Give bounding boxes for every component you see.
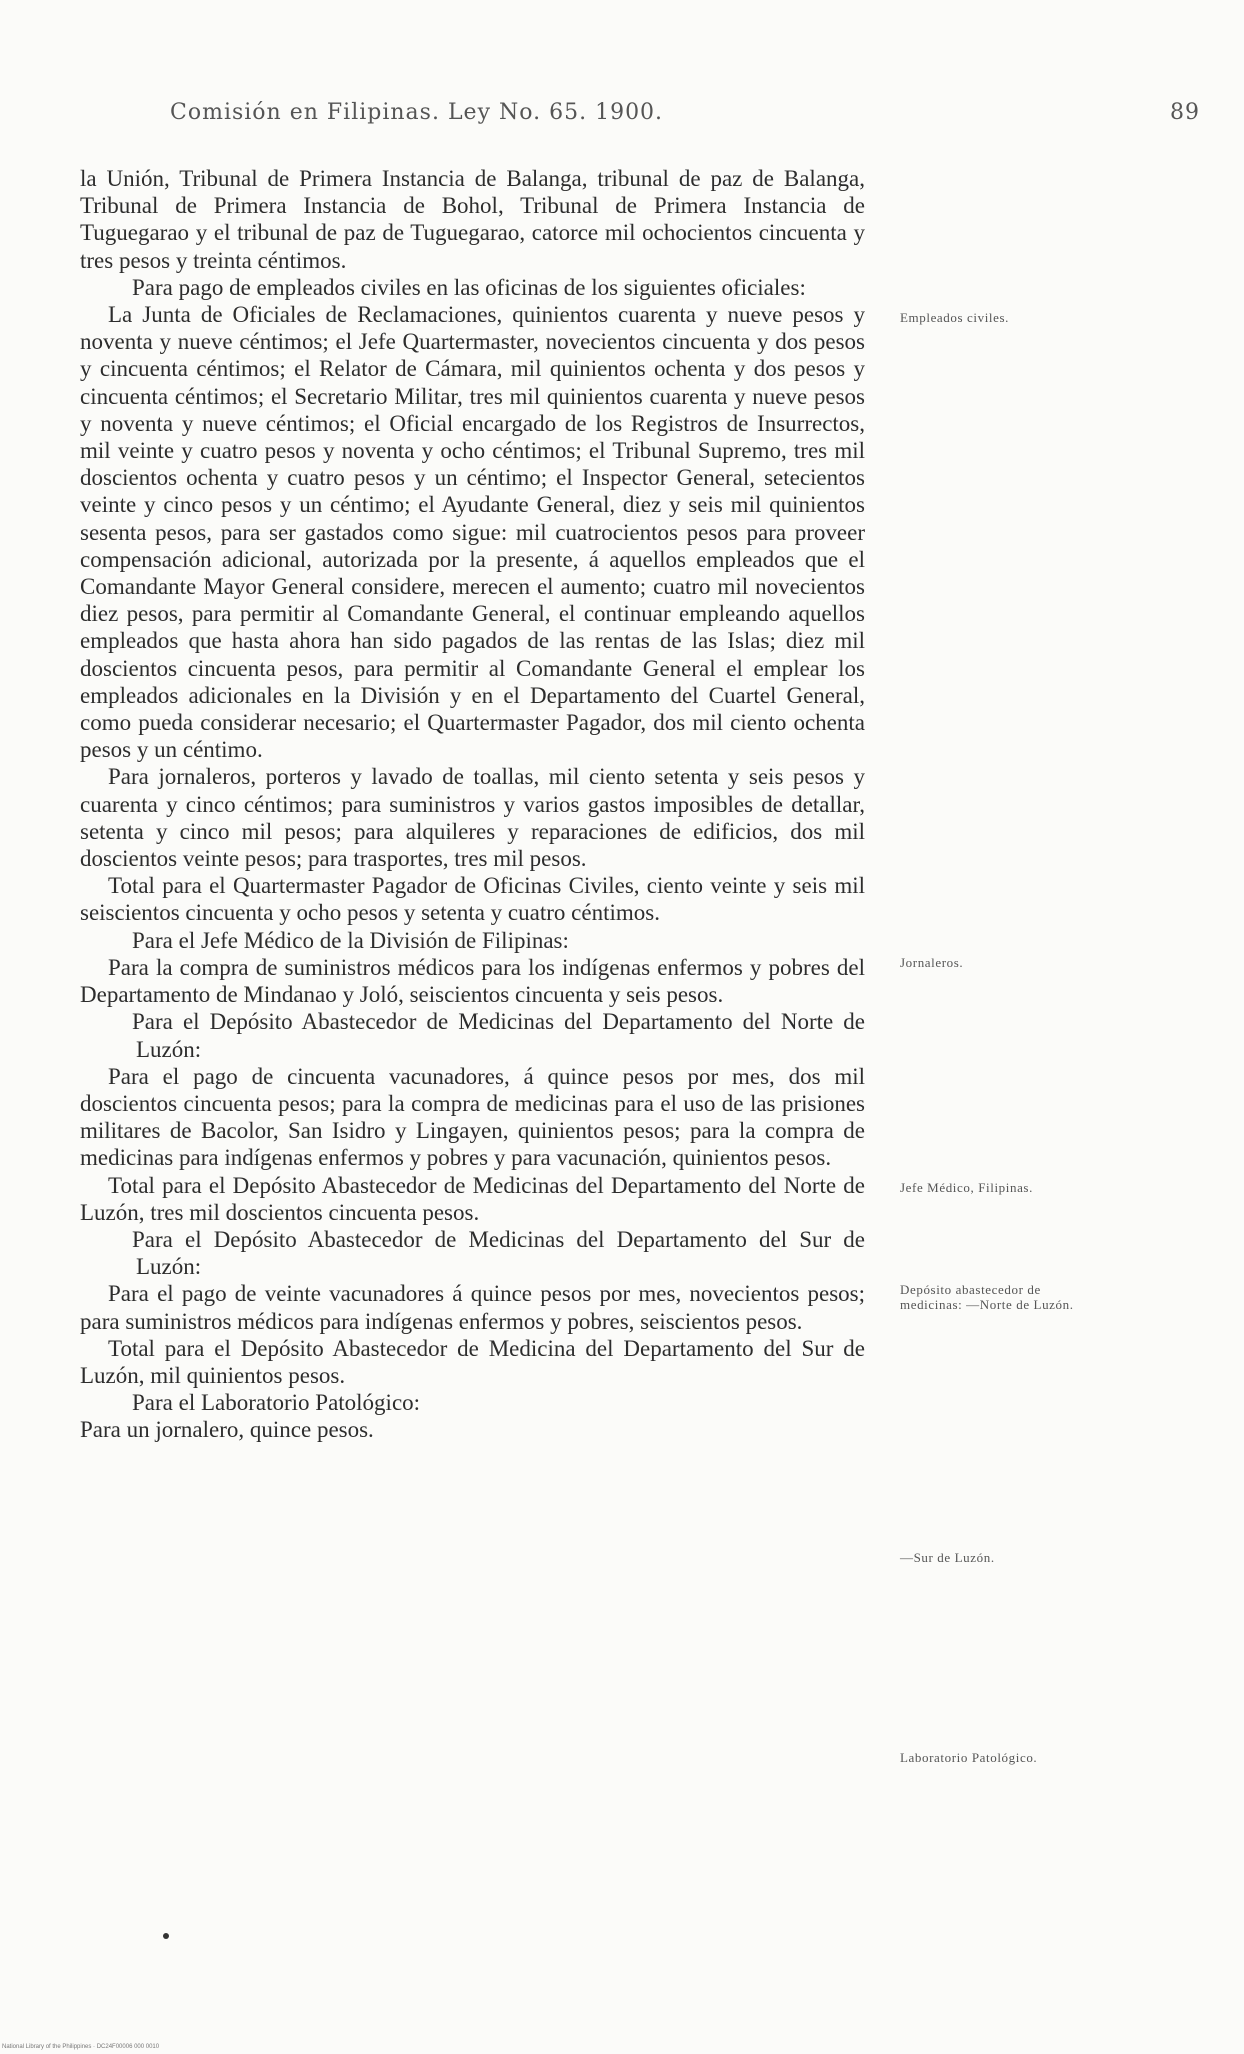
section-heading: Para el Laboratorio Patológico: — [132, 1390, 421, 1416]
margin-note-deposito-norte: Depósito abastecedor de medicinas: —Norte de Luzón. — [900, 1282, 1074, 1312]
paragraph: Para el pago de veinte vacunadores á quince pesos por mes, novecientos pesos; para suministros médicos para indígenas enfermos y pobres, seiscientos pesos. — [80, 1281, 865, 1334]
section-heading: Para el Depósito Abastecedor de Medicinas del Departamento del Norte de Luzón: — [132, 1009, 865, 1062]
paragraph: Para un jornalero, quince pesos. — [80, 1417, 374, 1443]
body-text — [80, 165, 865, 1444]
section-heading: Para el Jefe Médico de la División de Filipinas: — [132, 927, 569, 953]
header-title: Comisión en Filipinas. Ley No. 65. 1900. — [170, 100, 664, 125]
margin-note-laboratorio: Laboratorio Patológico. — [900, 1750, 1038, 1765]
paragraph: La Junta de Oficiales de Reclamaciones, quinientos cuarenta y nueve pesos y noventa y nueve céntimos; el Jefe Quartermaster, novecientos cincuenta y dos pesos y cincuenta céntimos; el Relator de Cámara, mil quinientos ochenta y dos pesos y cincuenta céntimos; el Secretario Militar, tres mil quinientos cuarenta y nueve pesos y noventa y nueve céntimos; el Oficial encargado de los Registros de Insurrectos, mil veinte y cuatro pesos y noventa y ocho céntimos; el Tribunal Supremo, tres mil doscientos ochenta y cuatro pesos y un céntimo; el Inspector General, setecientos veinte y cinco pesos y un céntimo; el Ayudante General, diez y seis mil quinientos sesenta pesos, para ser gastados como sigue: mil cuatrocientos pesos para proveer compensación adicional, autorizada por la presente, á aquellos empleados que el Comandante Mayor General considere, merecen el aumento; cuatro mil novecientos diez pesos, para permitir al Comandante General, el continuar empleando aquellos empleados que hasta ahora han sido pagados de las rentas de las Islas; diez mil doscientos cincuenta pesos, para permitir al Comandante General el emplear los empleados adicionales en la División y en el Departamento del Cuartel General, como pueda considerar necesario; el Quartermaster Pagador, dos mil ciento ochenta pesos y un céntimo. — [80, 302, 865, 763]
margin-note-sur-luzon: —Sur de Luzón. — [900, 1550, 995, 1565]
paragraph: Para la compra de suministros médicos para los indígenas enfermos y pobres del Departamento de Mindanao y Joló, seiscientos cincuenta y seis pesos. — [80, 954, 865, 1008]
paragraph: Total para el Quartermaster Pagador de Oficinas Civiles, ciento veinte y seis mil seiscientos cincuenta y ocho pesos y setenta y cuatro céntimos. — [80, 873, 865, 926]
page-number: 89 — [1170, 100, 1200, 125]
margin-note-jornaleros: Jornaleros. — [900, 955, 964, 970]
running-header — [170, 100, 1200, 132]
paragraph: Para jornaleros, porteros y lavado de toallas, mil ciento setenta y seis pesos y cuarenta y cinco céntimos; para suministros y varios gastos imposibles de detallar, setenta y cinco mil pesos; para alquileres y reparaciones de edificios, dos mil doscientos veinte pesos; para trasportes, tres mil pesos. — [80, 764, 865, 872]
scan-credit: National Library of the Philippines · DC24F00006 000 0010 — [2, 2044, 160, 2050]
section-heading: Para el Depósito Abastecedor de Medicinas del Departamento del Sur de Luzón: — [132, 1226, 865, 1280]
paragraph: Total para el Depósito Abastecedor de Medicina del Departamento del Sur de Luzón, mil quinientos pesos. — [80, 1335, 865, 1388]
margin-note-empleados: Empleados civiles. — [900, 310, 1009, 325]
ink-speck — [163, 1933, 169, 1939]
paragraph: la Unión, Tribunal de Primera Instancia de Balanga, tribunal de paz de Balanga, Tribunal de Primera Instancia de Bohol, Tribunal de Primera Instancia de Tuguegarao y el tribunal de paz de Tuguegarao, catorce mil ochocientos cincuenta y tres pesos y treinta céntimos. — [80, 166, 865, 273]
section-heading: Para pago de empleados civiles en las oficinas de los siguientes oficiales: — [132, 274, 806, 300]
paragraph: Para el pago de cincuenta vacunadores, á quince pesos por mes, dos mil doscientos cincuenta pesos; para la compra de medicinas para el uso de las prisiones militares de Bacolor, San Isidro y Lingayen, quinientos pesos; para la compra de medicinas para indígenas enfermos y pobres y para vacunación, quinientos pesos. — [80, 1063, 865, 1171]
margin-note-jefe-medico: Jefe Médico, Filipinas. — [900, 1180, 1033, 1195]
paragraph: Total para el Depósito Abastecedor de Medicinas del Departamento del Norte de Luzón, tres mil doscientos cincuenta pesos. — [80, 1172, 865, 1225]
